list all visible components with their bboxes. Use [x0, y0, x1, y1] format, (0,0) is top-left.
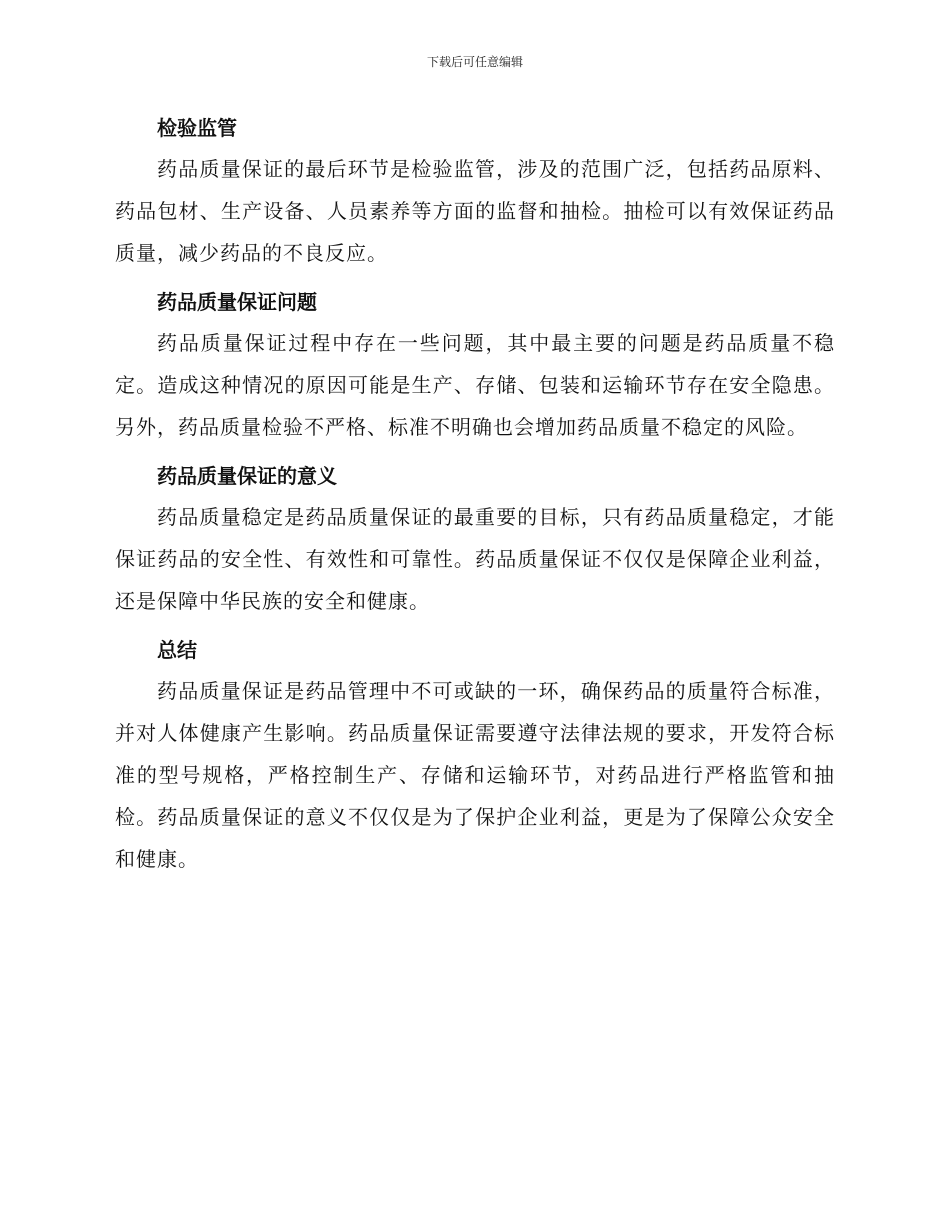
section-heading: 药品质量保证问题	[157, 290, 317, 314]
page-header: 下载后可任意编辑	[426, 55, 523, 69]
section-issues	[115, 282, 835, 448]
section-heading: 总结	[157, 638, 197, 662]
section-heading: 药品质量保证的意义	[157, 464, 337, 488]
section-paragraph: 药品质量保证过程中存在一些问题，其中最主要的问题是药品质量不稳定。造成这种情况的原因可能是生产、存储、包装和运输环节存在安全隐患。另外，药品质量检验不严格、标准不明确也会增加药品质量不稳定的风险。	[115, 331, 835, 439]
section-heading: 检验监管	[157, 116, 237, 140]
section-paragraph: 药品质量稳定是药品质量保证的最重要的目标，只有药品质量稳定，才能保证药品的安全性、有效性和可靠性。药品质量保证不仅仅是保障企业利益，还是保障中华民族的安全和健康。	[115, 505, 835, 613]
section-significance	[115, 456, 835, 622]
document-body	[115, 108, 835, 884]
section-paragraph: 药品质量保证是药品管理中不可或缺的一环，确保药品的质量符合标准，并对人体健康产生影响。药品质量保证需要遵守法律法规的要求，开发符合标准的型号规格，严格控制生产、存储和运输环节，对药品进行严格监管和抽检。药品质量保证的意义不仅仅是为了保护企业利益，更是为了保障公众安全和健康。	[115, 679, 835, 871]
section-summary	[115, 630, 835, 880]
section-paragraph: 药品质量保证的最后环节是检验监管，涉及的范围广泛，包括药品原料、药品包材、生产设备、人员素养等方面的监督和抽检。抽检可以有效保证药品质量，减少药品的不良反应。	[115, 157, 835, 265]
section-inspection	[115, 108, 835, 274]
